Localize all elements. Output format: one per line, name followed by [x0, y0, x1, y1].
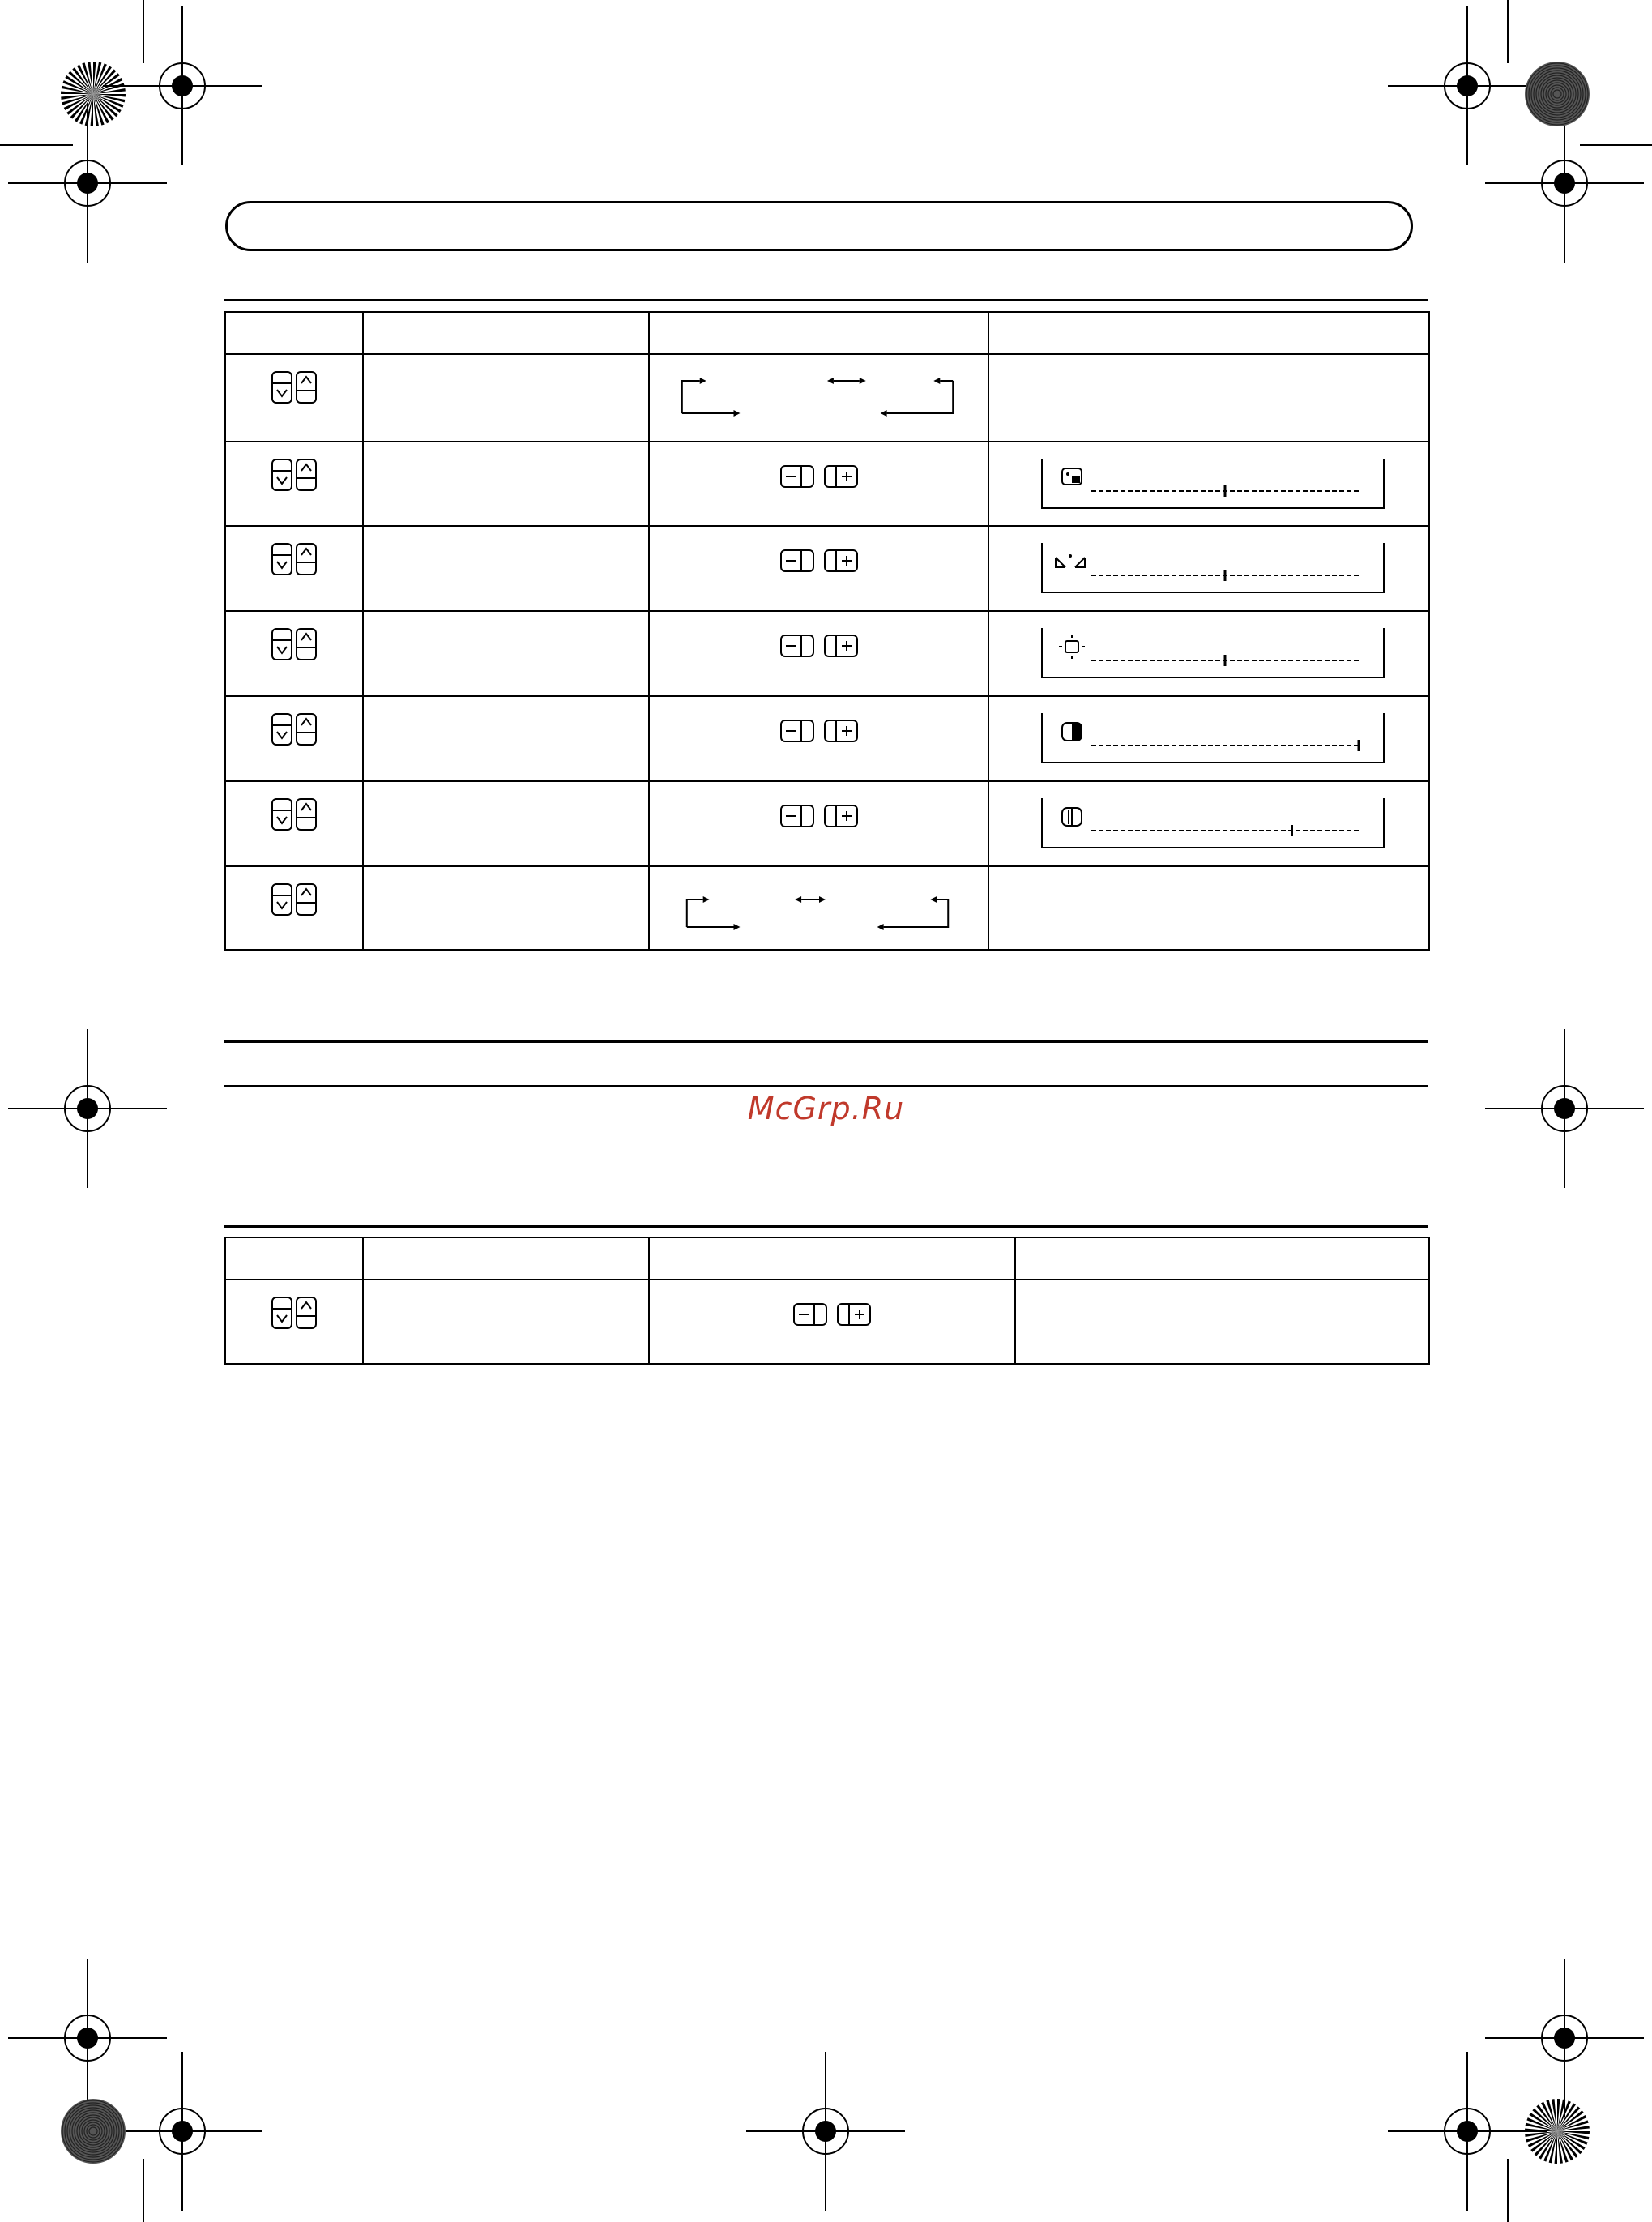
rule-section-top: [224, 1040, 1428, 1043]
display-cell: [1015, 1280, 1429, 1364]
cycle-arrows-icon: [650, 355, 988, 441]
table-header-row: [225, 312, 1429, 354]
display-cell: [988, 354, 1429, 442]
registration-mark-bottom-center: [746, 2052, 905, 2211]
table-header-row: [225, 1237, 1429, 1280]
crop-line: [1507, 2159, 1509, 2222]
crop-line: [1507, 0, 1509, 63]
level-bar: [1091, 570, 1359, 581]
minus-plus-keys-icon: [780, 635, 858, 657]
header-cell: [225, 312, 363, 354]
table-row: [225, 866, 1429, 950]
secondary-settings-table: [224, 1237, 1430, 1365]
label-cell: [363, 781, 649, 866]
table-row: [225, 1280, 1429, 1364]
starburst-wedge: [1557, 2131, 1590, 2134]
up-down-keys-icon: [271, 459, 317, 491]
up-down-keys-icon: [271, 543, 317, 575]
main-settings-table: [224, 311, 1430, 951]
starburst-wedge: [1525, 2129, 1557, 2131]
minus-plus-keys-icon: [780, 720, 858, 742]
starburst-wedge: [93, 62, 96, 94]
label-cell: [363, 442, 649, 526]
label-cell: [363, 611, 649, 696]
up-down-keys-icon: [271, 713, 317, 746]
up-down-keys-icon: [271, 371, 317, 404]
target-disc: [1525, 62, 1590, 126]
header-cell: [649, 312, 988, 354]
osd-level-display: [1041, 798, 1385, 848]
concentric-target-bottom-left: [59, 2097, 127, 2165]
label-cell: [363, 526, 649, 611]
up-down-keys-icon: [271, 628, 317, 660]
starburst-wedge: [93, 94, 126, 96]
table-row: [225, 354, 1429, 442]
table-row: [225, 611, 1429, 696]
minus-plus-keys-icon: [780, 465, 858, 488]
cycle-arrows-icon: [650, 867, 988, 949]
minus-plus-keys-icon: [793, 1303, 871, 1326]
rule-above-main-table: [224, 299, 1428, 301]
header-cell: [363, 312, 649, 354]
crop-line: [1580, 144, 1652, 146]
label-cell: [363, 866, 649, 950]
level-bar: [1091, 485, 1359, 497]
starburst-target-top-left: [59, 60, 127, 128]
rule-above-second-table: [224, 1225, 1428, 1228]
starburst-wedge: [1557, 2099, 1560, 2131]
display-cell: [988, 866, 1429, 950]
header-cell: [1015, 1237, 1429, 1280]
starburst-target-bottom-right: [1523, 2097, 1591, 2165]
section-header-bar: [225, 201, 1413, 251]
starburst-wedge: [91, 94, 93, 126]
level-bar: [1091, 825, 1359, 836]
up-down-keys-icon: [271, 883, 317, 916]
starburst-wedge: [1555, 2131, 1557, 2164]
osd-level-display: [1041, 459, 1385, 509]
minus-plus-keys-icon: [780, 805, 858, 827]
crop-line: [143, 0, 144, 63]
header-cell: [225, 1237, 363, 1280]
level-bar: [1091, 740, 1359, 751]
crop-line: [143, 2159, 144, 2222]
concentric-target-top-right: [1523, 60, 1591, 128]
table-row: [225, 526, 1429, 611]
crop-line: [0, 144, 73, 146]
starburst-wedge: [61, 92, 93, 94]
label-cell: [363, 354, 649, 442]
osd-level-display: [1041, 628, 1385, 678]
header-cell: [363, 1237, 649, 1280]
watermark-text: McGrp.Ru: [747, 1091, 905, 1126]
table-row: [225, 442, 1429, 526]
table-row: [225, 696, 1429, 781]
level-bar: [1091, 655, 1359, 666]
label-cell: [363, 696, 649, 781]
target-disc: [61, 2099, 126, 2164]
up-down-keys-icon: [271, 1297, 317, 1329]
label-cell: [363, 1280, 649, 1364]
osd-level-display: [1041, 713, 1385, 763]
minus-plus-keys-icon: [780, 549, 858, 572]
osd-level-display: [1041, 543, 1385, 593]
header-cell: [649, 1237, 1015, 1280]
rule-section-bottom: [224, 1085, 1428, 1087]
up-down-keys-icon: [271, 798, 317, 831]
header-cell: [988, 312, 1429, 354]
table-row: [225, 781, 1429, 866]
